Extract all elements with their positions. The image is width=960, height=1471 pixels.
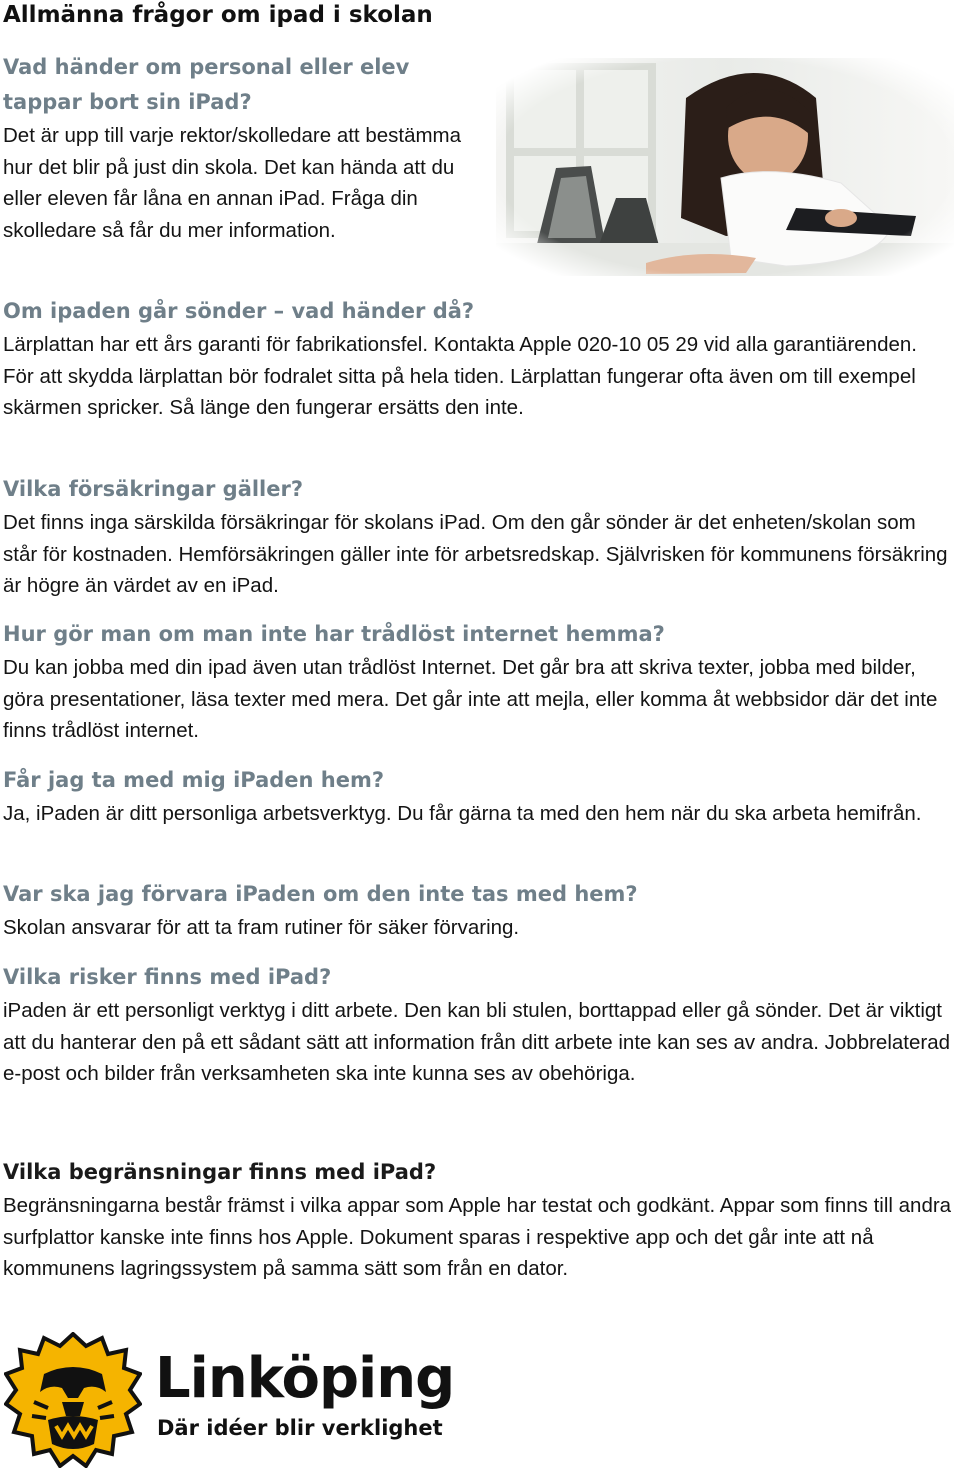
faq-question: Hur gör man om man inte har trådlöst internet hemma? bbox=[3, 622, 665, 646]
faq-section bbox=[3, 472, 953, 602]
faq-answer: Det finns inga särskilda försäkringar för skolans iPad. Om den går sönder är det enheten/skolan som står för kostnaden. Hemförsäkringen gäller inte för arbetsredskap. Självrisken för kommunens försäkring är högre än värdet av en iPad. bbox=[3, 511, 948, 597]
faq-question: Vad händer om personal eller elev tappar bort sin iPad? bbox=[3, 55, 410, 114]
page-title: Allmänna frågor om ipad i skolan bbox=[3, 2, 433, 28]
logo-tagline: Där idéer blir verklighet bbox=[157, 1416, 443, 1440]
faq-section bbox=[3, 960, 953, 1090]
faq-section bbox=[3, 50, 473, 246]
faq-answer: Skolan ansvarar för att ta fram rutiner för säker förvaring. bbox=[3, 916, 520, 939]
faq-answer: Lärplattan har ett års garanti för fabrikationsfel. Kontakta Apple 020-10 05 29 vid alla garantiärenden. För att skydda lärplattan bör fodralet sitta på hela tiden. Lärplattan fungerar ofta även om till exempel skärmen spricker. Så länge den fungerar ersätts den inte. bbox=[3, 333, 917, 419]
faq-answer: Du kan jobba med din ipad även utan trådlöst Internet. Det går bra att skriva texter, jobba med bilder, göra presentationer, läsa texter med mera. Det går inte att mejla, eller komma åt webbsidor där det inte finns trådlöst internet. bbox=[3, 656, 938, 742]
faq-section bbox=[3, 877, 953, 944]
faq-section bbox=[3, 1155, 953, 1285]
faq-question: Om ipaden går sönder – vad händer då? bbox=[3, 299, 475, 323]
faq-question: Vilka begränsningar finns med iPad? bbox=[3, 1160, 437, 1184]
faq-answer: Det är upp till varje rektor/skolledare att bestämma hur det blir på just din skola. Det kan hända att du eller eleven får låna en annan iPad. Fråga din skolledare så får du mer information. bbox=[3, 124, 462, 242]
faq-section bbox=[3, 763, 953, 830]
faq-answer: Begränsningarna består främst i vilka appar som Apple har testat och godkänt. Appar som finns till andra surfplattor kanske inte finns hos Apple. Dokument sparas i respektive app och det går inte att nå kommunens lagringssystem på samma sätt som från en dator. bbox=[3, 1194, 952, 1280]
faq-answer: Ja, iPaden är ditt personliga arbetsverktyg. Du får gärna ta med den hem när du ska arbeta hemifrån. bbox=[3, 802, 922, 825]
faq-question: Får jag ta med mig iPaden hem? bbox=[3, 768, 385, 792]
lion-logo-icon bbox=[4, 1332, 142, 1468]
faq-section bbox=[3, 617, 953, 747]
faq-question: Vilka risker finns med iPad? bbox=[3, 965, 332, 989]
faq-answer: iPaden är ett personligt verktyg i ditt arbete. Den kan bli stulen, borttappad eller gå sönder. Det är viktigt att du hanterar den på ett sådant sätt att information från ditt arbete inte kan ses av andra. Jobbrelaterad e-post och bilder från verksamheten ska inte kunna ses av obehöriga. bbox=[3, 999, 951, 1085]
faq-question: Vilka försäkringar gäller? bbox=[3, 477, 304, 501]
faq-question: Var ska jag förvara iPaden om den inte tas med hem? bbox=[3, 882, 638, 906]
girl-with-ipad-photo bbox=[496, 58, 954, 276]
faq-section bbox=[3, 294, 953, 424]
logo-name: Linköping bbox=[155, 1346, 455, 1411]
